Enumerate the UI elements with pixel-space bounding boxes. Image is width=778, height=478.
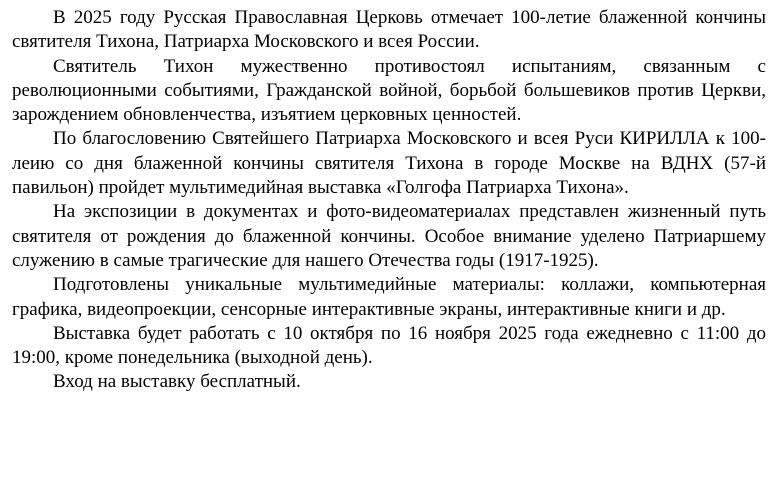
paragraph-schedule: Выставка будет работать с 10 октября по 16 ноября 2025 года ежедневно с 11:00 до 19:00, кроме понедельника (выходной день).	[12, 322, 766, 369]
paragraph-trials: Святитель Тихон мужественно противостоял испытаниям, связанным с революционными событиями, Гражданской войной, борьбой большевиков против Церкви, зарождением обновленчества, изъятием церковных ценностей.	[12, 55, 766, 126]
paragraph-multimedia: Подготовлены уникальные мультимедийные материалы: коллажи, компьютерная графика, видеопроекции, сенсорные интерактивные экраны, интерактивные книги и др.	[12, 274, 766, 320]
paragraph-exposition: На экспозиции в документах и фото-видеоматериалах представлен жизненный путь святителя от рождения до блаженной кончины. Особое внимание уделено Патриаршему служению в самые трагические для нашего Отечества годы (1917-1925).	[12, 201, 766, 271]
document-body	[12, 6, 766, 395]
paragraph-admission: Вход на выставку бесплатный.	[53, 371, 301, 393]
paragraph-anniversary: В 2025 году Русская Православная Церковь отмечает 100-летие блаженной кончины святителя Тихона, Патриарха Московского и всея России.	[12, 7, 766, 53]
paragraph-exhibition-announcement: По благословению Святейшего Патриарха Московского и всея Руси КИРИЛЛА к 100-леию со дня блаженной кончины святителя Тихона в городе Москве на ВДНХ (57-й павильон) пройдет мультимедийная выставка «Голгофа Патриарха Тихона».	[12, 128, 766, 199]
